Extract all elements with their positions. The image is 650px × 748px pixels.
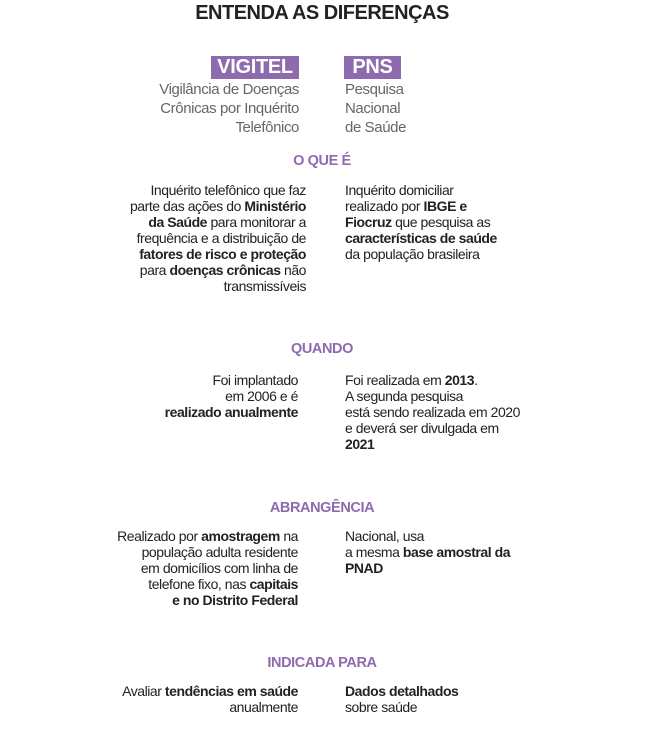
- pns-name-line: Pesquisa: [345, 81, 404, 98]
- text-line: [345, 182, 497, 198]
- text: Avaliar: [122, 683, 165, 699]
- text-line: [117, 576, 298, 592]
- bold-text: capitais: [249, 576, 298, 592]
- text-line: [117, 592, 298, 608]
- text-line: [345, 560, 510, 576]
- pns-name-line: Nacional: [345, 100, 401, 117]
- pns-description: [345, 528, 510, 576]
- text-line: [165, 372, 298, 388]
- bold-text: PNAD: [345, 560, 383, 576]
- text: na: [279, 528, 298, 544]
- text: realizado por: [345, 198, 424, 214]
- text-line: [130, 278, 306, 294]
- text-line: [130, 198, 306, 214]
- section-heading: INDICADA PARA: [267, 655, 377, 671]
- vigitel-description: [117, 528, 298, 608]
- text: para: [139, 262, 170, 278]
- text: Realizado por: [117, 528, 202, 544]
- text-line: [345, 420, 520, 436]
- text-line: [345, 372, 520, 388]
- pns-description: [345, 182, 497, 262]
- text-line: [345, 388, 520, 404]
- section-heading: O QUE É: [293, 153, 351, 169]
- text: a mesma: [345, 544, 403, 560]
- text-line: [117, 528, 298, 544]
- text-line: [345, 683, 458, 699]
- text: telefone fixo, nas: [148, 576, 250, 592]
- text: transmissíveis: [223, 278, 306, 294]
- vigitel-full-name: [159, 80, 299, 137]
- vigitel-name-line: Vigilância de Doenças: [159, 81, 299, 98]
- section-heading: ABRANGÊNCIA: [269, 500, 375, 516]
- bold-text: doenças crônicas: [169, 262, 281, 278]
- text: em 2006 e é: [225, 388, 298, 404]
- pns-full-name: [345, 80, 406, 137]
- pns-badge: PNS: [344, 56, 401, 79]
- vigitel-name-line: Telefônico: [235, 119, 299, 136]
- bold-text: e no Distrito Federal: [172, 592, 298, 608]
- text: sobre saúde: [345, 699, 418, 715]
- bold-text: tendências em saúde: [164, 683, 298, 699]
- vigitel-description: [122, 683, 298, 715]
- text: Inquérito domiciliar: [345, 182, 454, 198]
- bold-text: Ministério: [244, 198, 306, 214]
- text: Inquérito telefônico que faz: [150, 182, 306, 198]
- bold-text: realizado anualmente: [164, 404, 298, 420]
- vigitel-name-line: Crônicas por Inquérito: [160, 100, 299, 117]
- bold-text: da Saúde: [148, 214, 208, 230]
- vigitel-badge: VIGITEL: [211, 56, 299, 79]
- text-line: [345, 699, 458, 715]
- text-line: [122, 683, 298, 699]
- text: Foi implantado: [212, 372, 298, 388]
- text: Foi realizada em: [345, 372, 445, 388]
- bold-text: 2013: [444, 372, 475, 388]
- text-line: [345, 436, 520, 452]
- text-line: [165, 404, 298, 420]
- text-line: [122, 699, 298, 715]
- bold-text: IBGE e: [423, 198, 467, 214]
- section-heading: QUANDO: [290, 341, 354, 357]
- text: A segunda pesquisa: [345, 388, 464, 404]
- text-line: [130, 230, 306, 246]
- text-line: [345, 404, 520, 420]
- bold-text: amostragem: [201, 528, 280, 544]
- text: que pesquisa as: [391, 214, 491, 230]
- bold-text: características de saúde: [345, 230, 497, 246]
- text: parte das ações do: [129, 198, 245, 214]
- text-line: [117, 544, 298, 560]
- bold-text: Fiocruz: [345, 214, 392, 230]
- text: Nacional, usa: [345, 528, 424, 544]
- bold-text: 2021: [345, 436, 375, 452]
- text-line: [130, 262, 306, 278]
- text: anualmente: [229, 699, 298, 715]
- text-line: [345, 246, 497, 262]
- text: população adulta residente: [141, 544, 298, 560]
- text-line: [345, 544, 510, 560]
- text: da população brasileira: [345, 246, 480, 262]
- infographic-title: ENTENDA AS DIFERENÇAS: [195, 2, 449, 24]
- text-line: [345, 214, 497, 230]
- text-line: [165, 388, 298, 404]
- bold-text: fatores de risco e proteção: [139, 246, 306, 262]
- text-line: [130, 214, 306, 230]
- text: em domicílios com linha de: [140, 560, 298, 576]
- text: não: [280, 262, 306, 278]
- pns-description: [345, 683, 458, 715]
- text-line: [130, 246, 306, 262]
- vigitel-description: [165, 372, 298, 420]
- bold-text: base amostral da: [402, 544, 511, 560]
- text: .: [474, 372, 478, 388]
- text: para monitorar a: [207, 214, 306, 230]
- pns-name-line: de Saúde: [345, 119, 407, 136]
- text-line: [130, 182, 306, 198]
- bold-text: Dados detalhados: [345, 683, 459, 699]
- text-line: [345, 198, 497, 214]
- text: está sendo realizada em 2020: [345, 404, 520, 420]
- text-line: [117, 560, 298, 576]
- text-line: [345, 528, 510, 544]
- text-line: [345, 230, 497, 246]
- vigitel-description: [130, 182, 306, 294]
- text: frequência e a distribuição de: [136, 230, 306, 246]
- pns-description: [345, 372, 520, 452]
- text: e deverá ser divulgada em: [345, 420, 499, 436]
